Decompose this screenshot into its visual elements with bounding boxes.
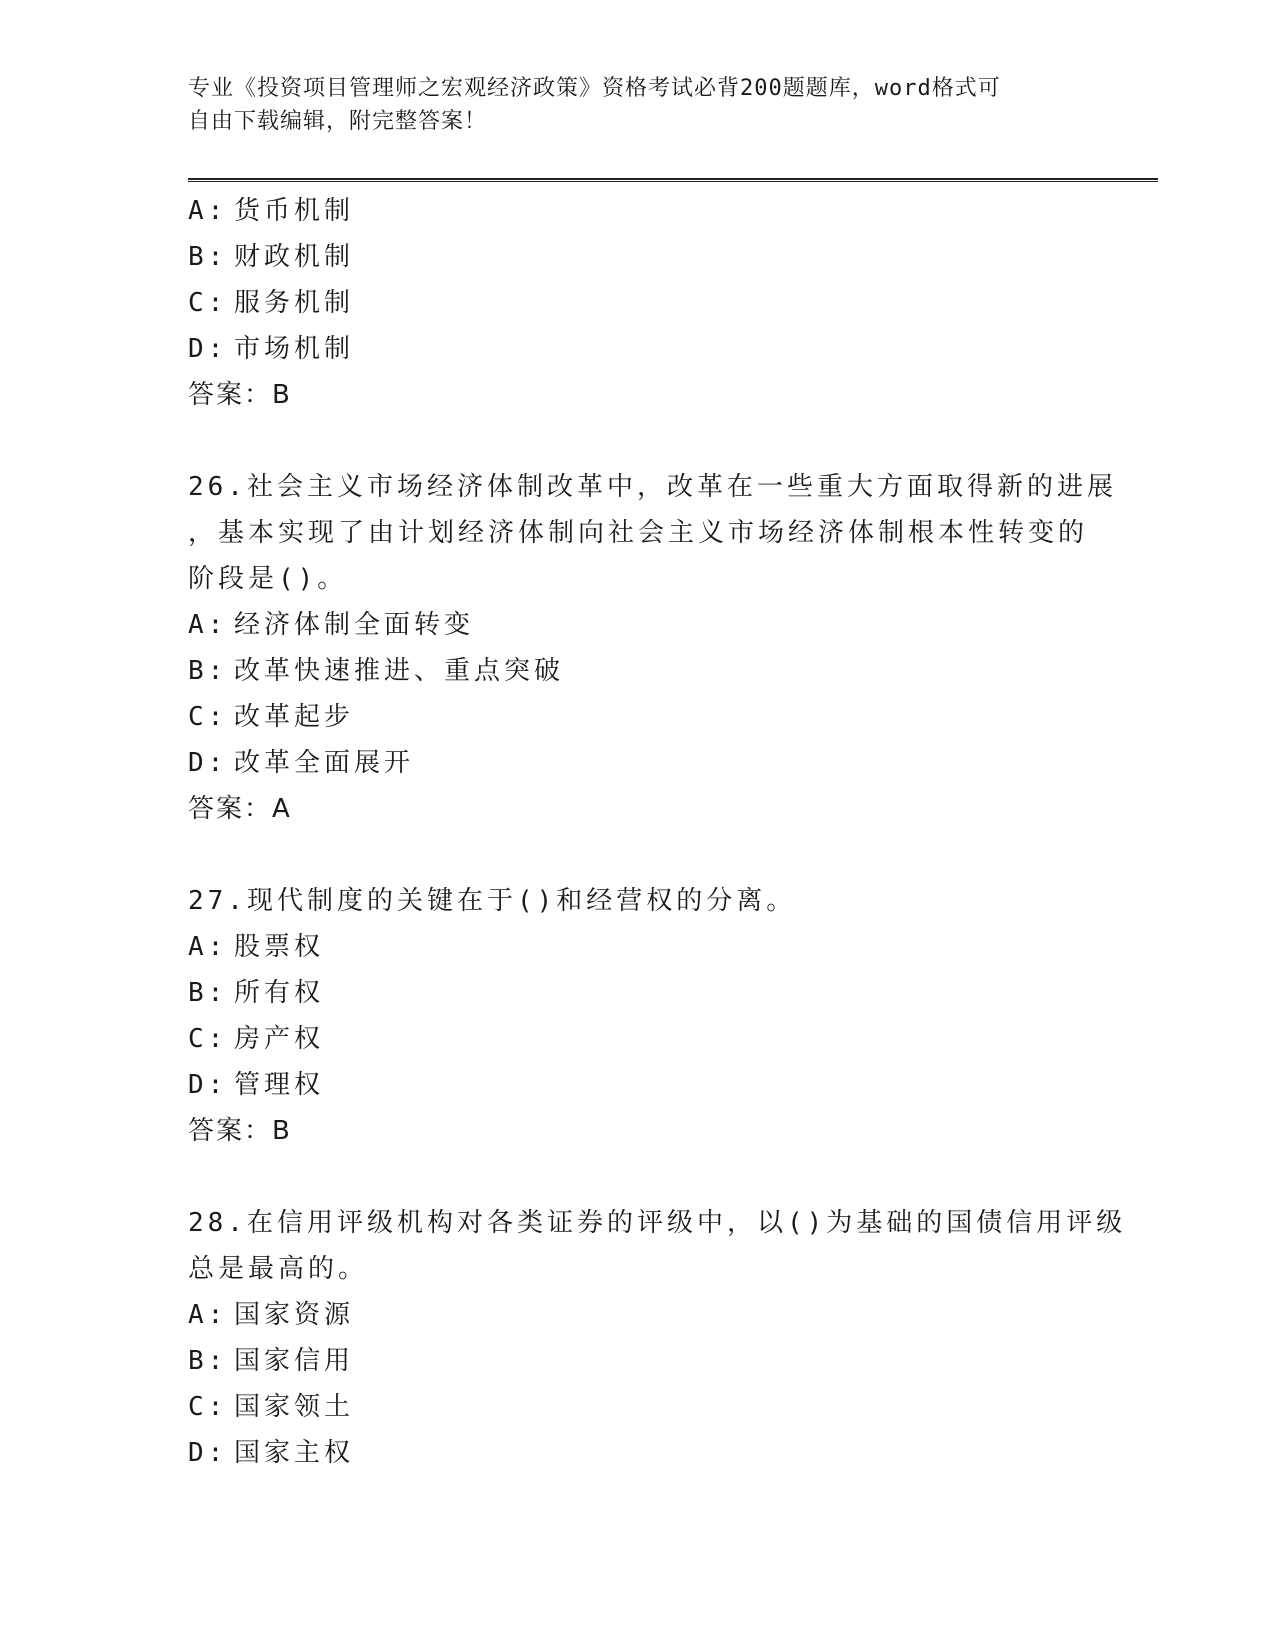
- header-line-1: 专业《投资项目管理师之宏观经济政策》资格考试必背200题题库，word格式可: [188, 76, 1001, 101]
- option-letter: A:: [188, 610, 228, 640]
- option-a: [188, 1292, 1088, 1338]
- question-text-line: 26.社会主义市场经济体制改革中，改革在一些重大方面取得新的进展: [188, 472, 1117, 502]
- option-text: 房产权: [234, 1024, 325, 1054]
- spacer: [188, 1154, 1088, 1200]
- option-text: 服务机制: [234, 288, 355, 318]
- option-text: 国家资源: [234, 1300, 355, 1330]
- option-text: 股票权: [234, 932, 325, 962]
- option-letter: B:: [188, 656, 228, 686]
- question-25: [188, 188, 1088, 418]
- option-a: [188, 602, 1088, 648]
- option-text: 改革全面展开: [234, 748, 415, 778]
- option-text: 所有权: [234, 978, 325, 1008]
- option-letter: D:: [188, 334, 228, 364]
- question-28: [188, 1200, 1127, 1476]
- option-text: 改革起步: [234, 702, 355, 732]
- option-c: [188, 694, 1088, 740]
- option-letter: B:: [188, 978, 228, 1008]
- option-letter: B:: [188, 242, 228, 272]
- option-text: 国家领土: [234, 1392, 355, 1422]
- question-27: [188, 878, 1088, 1154]
- option-letter: D:: [188, 1438, 228, 1468]
- option-text: 国家主权: [234, 1438, 355, 1468]
- option-letter: C:: [188, 1392, 228, 1422]
- option-text: 改革快速推进、重点突破: [234, 656, 565, 686]
- option-letter: A:: [188, 196, 228, 226]
- option-b: [188, 1338, 1088, 1384]
- option-letter: C:: [188, 288, 228, 318]
- option-b: [188, 234, 1088, 280]
- option-d: [188, 740, 1088, 786]
- option-text: 经济体制全面转变: [234, 610, 475, 640]
- option-text: 国家信用: [234, 1346, 355, 1376]
- answer-line: 答案：B: [188, 1116, 292, 1146]
- document-header: [188, 72, 1088, 138]
- option-letter: D:: [188, 1070, 228, 1100]
- answer-line: 答案：B: [188, 380, 292, 410]
- option-c: [188, 1016, 1088, 1062]
- option-text: 市场机制: [234, 334, 355, 364]
- option-d: [188, 1062, 1088, 1108]
- question-text-line: 阶段是()。: [188, 564, 348, 594]
- option-letter: A:: [188, 932, 228, 962]
- option-a: [188, 188, 1088, 234]
- option-letter: C:: [188, 1024, 228, 1054]
- question-text-line: 总是最高的。: [188, 1254, 369, 1284]
- option-letter: C:: [188, 702, 228, 732]
- option-d: [188, 1430, 1088, 1476]
- header-divider: [188, 178, 1158, 182]
- question-text-line: 27.现代制度的关键在于()和经营权的分离。: [188, 886, 797, 916]
- question-text-line: 28.在信用评级机构对各类证券的评级中，以()为基础的国债信用评级: [188, 1208, 1127, 1238]
- option-c: [188, 280, 1088, 326]
- option-c: [188, 1384, 1088, 1430]
- option-text: 财政机制: [234, 242, 355, 272]
- option-letter: A:: [188, 1300, 228, 1330]
- option-text: 管理权: [234, 1070, 325, 1100]
- header-line-2: 自由下载编辑，附完整答案！: [188, 109, 488, 134]
- spacer: [188, 832, 1088, 878]
- question-list: [188, 188, 1127, 1476]
- spacer: [188, 418, 1088, 464]
- option-d: [188, 326, 1088, 372]
- option-b: [188, 648, 1088, 694]
- option-b: [188, 970, 1088, 1016]
- option-text: 货币机制: [234, 196, 355, 226]
- option-letter: D:: [188, 748, 228, 778]
- option-a: [188, 924, 1088, 970]
- question-26: [188, 464, 1117, 832]
- answer-line: 答案：A: [188, 794, 292, 824]
- option-letter: B:: [188, 1346, 228, 1376]
- question-text-line: ，基本实现了由计划经济体制向社会主义市场经济体制根本性转变的: [188, 518, 1089, 548]
